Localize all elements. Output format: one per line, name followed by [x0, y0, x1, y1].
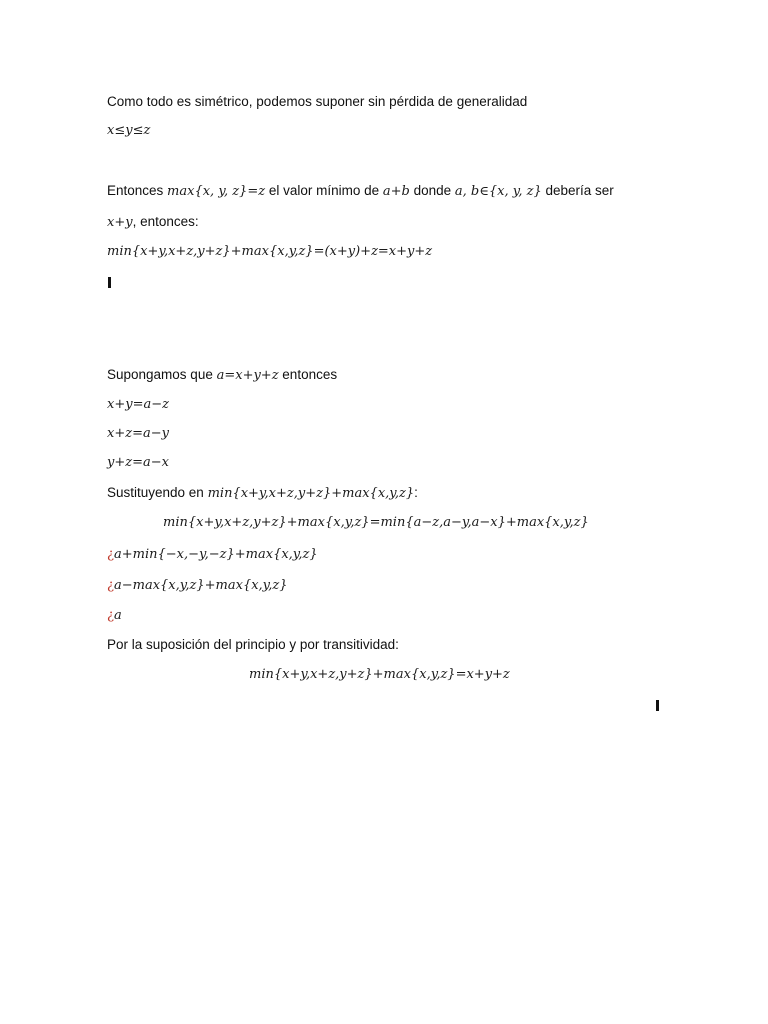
paragraph-intro: Como todo es simétrico, podemos suponer sin pérdida de generalidad	[107, 94, 528, 109]
math-step-2: a−max{x,y,z}+max{x,y,z}	[113, 578, 288, 593]
unknown-char-mark: ¿	[107, 578, 114, 593]
text-entonces: Entonces	[107, 183, 168, 198]
text-supongamos-que: Supongamos que	[107, 367, 217, 382]
text-entonces-colon: , entonces:	[132, 214, 199, 229]
equation-step-1	[107, 545, 318, 564]
math-a-definition: a=x+y+z	[216, 368, 279, 383]
equation-substitution: min{x+y,x+z,y+z}+max{x,y,z}=min{a−z,a−y,a−x}+max{x,y,z}	[163, 515, 589, 530]
end-of-proof-mark	[656, 700, 659, 711]
paragraph-x-plus-y	[107, 213, 199, 232]
math-step-1: a+min{−x,−y,−z}+max{x,y,z}	[113, 547, 318, 562]
text-cursor-mark	[108, 277, 111, 288]
math-a-b-in-set: a, b∈{x, y, z}	[454, 184, 542, 199]
equation-y-plus-z: y+z=a−x	[107, 455, 169, 470]
math-min-max-expression: min{x+y,x+z,y+z}+max{x,y,z}	[207, 486, 415, 501]
equation-order: x≤y≤z	[107, 123, 151, 138]
paragraph-sustituyendo	[107, 484, 418, 503]
math-max-equals-z: max{x, y, z}=z	[167, 184, 266, 199]
text-colon: :	[414, 485, 418, 500]
math-step-3: a	[113, 608, 122, 623]
text-sustituyendo-en: Sustituyendo en	[107, 485, 208, 500]
paragraph-transitividad: Por la suposición del principio y por transitividad:	[107, 637, 399, 652]
text-valor-minimo: el valor mínimo de	[265, 183, 383, 198]
paragraph-entonces	[107, 182, 614, 201]
text-donde: donde	[409, 183, 455, 198]
math-x-plus-y: x+y	[107, 215, 133, 230]
text-deberia-ser: debería ser	[541, 183, 614, 198]
equation-step-2	[107, 576, 288, 595]
unknown-char-mark: ¿	[107, 608, 114, 623]
equation-min-max-result: min{x+y,x+z,y+z}+max{x,y,z}=(x+y)+z=x+y+z	[107, 244, 433, 259]
equation-conclusion: min{x+y,x+z,y+z}+max{x,y,z}=x+y+z	[249, 667, 510, 682]
equation-x-plus-y: x+y=a−z	[107, 397, 169, 412]
equation-step-3	[107, 606, 122, 625]
paragraph-supongamos	[107, 366, 337, 385]
unknown-char-mark: ¿	[107, 547, 114, 562]
math-a-plus-b: a+b	[382, 184, 410, 199]
equation-x-plus-z: x+z=a−y	[107, 426, 169, 441]
text-entonces-2: entonces	[278, 367, 338, 382]
